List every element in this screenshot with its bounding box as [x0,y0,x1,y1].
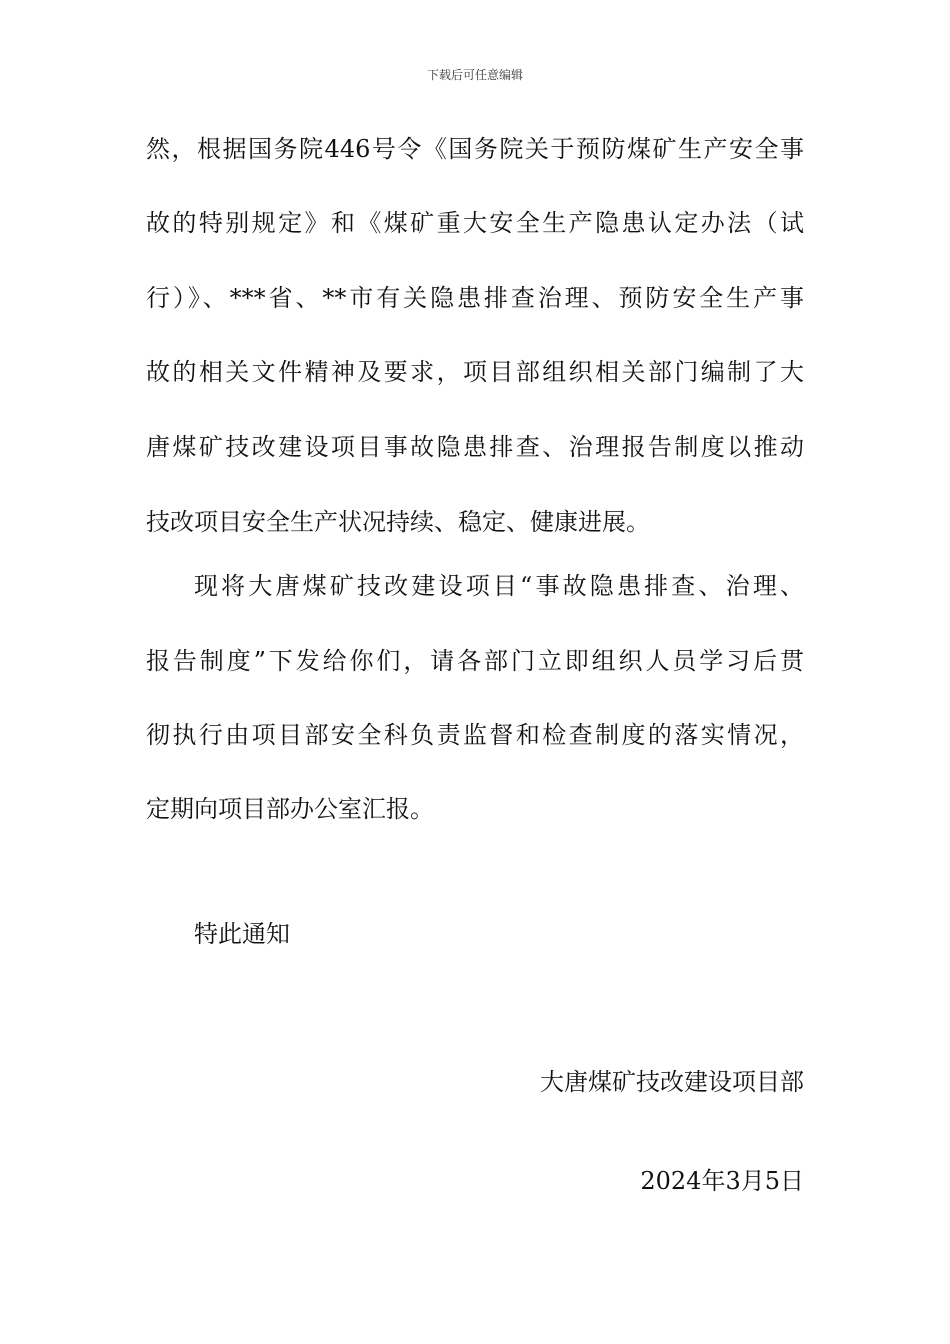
body-line: 然，根据国务院446号令《国务院关于预防煤矿生产安全事 [146,135,804,163]
body-line: 故的相关文件精神及要求，项目部组织相关部门编制了大 [146,358,804,386]
body-line: 技改项目安全生产状况持续、稳定、健康进展。 [146,508,650,536]
body-line: 报告制度”下发给你们，请各部门立即组织人员学习后贯 [146,647,804,675]
body-line: 行）》、***省、**市有关隐患排查治理、预防安全生产事 [146,284,804,312]
date: 2024年3月5日 [640,1167,804,1195]
body-line-indented: 现将大唐煤矿技改建设项目“事故隐患排查、治理、 [194,572,804,600]
page-header: 下载后可任意编辑 [426,68,523,82]
body-line: 唐煤矿技改建设项目事故隐患排查、治理报告制度以推动 [146,433,804,461]
notice-text: 特此通知 [194,920,290,948]
body-line: 故的特别规定》和《煤矿重大安全生产隐患认定办法（试 [146,209,804,237]
body-line: 彻执行由项目部安全科负责监督和检查制度的落实情况， [146,721,804,749]
signature: 大唐煤矿技改建设项目部 [540,1068,804,1096]
body-line: 定期向项目部办公室汇报。 [146,795,434,823]
